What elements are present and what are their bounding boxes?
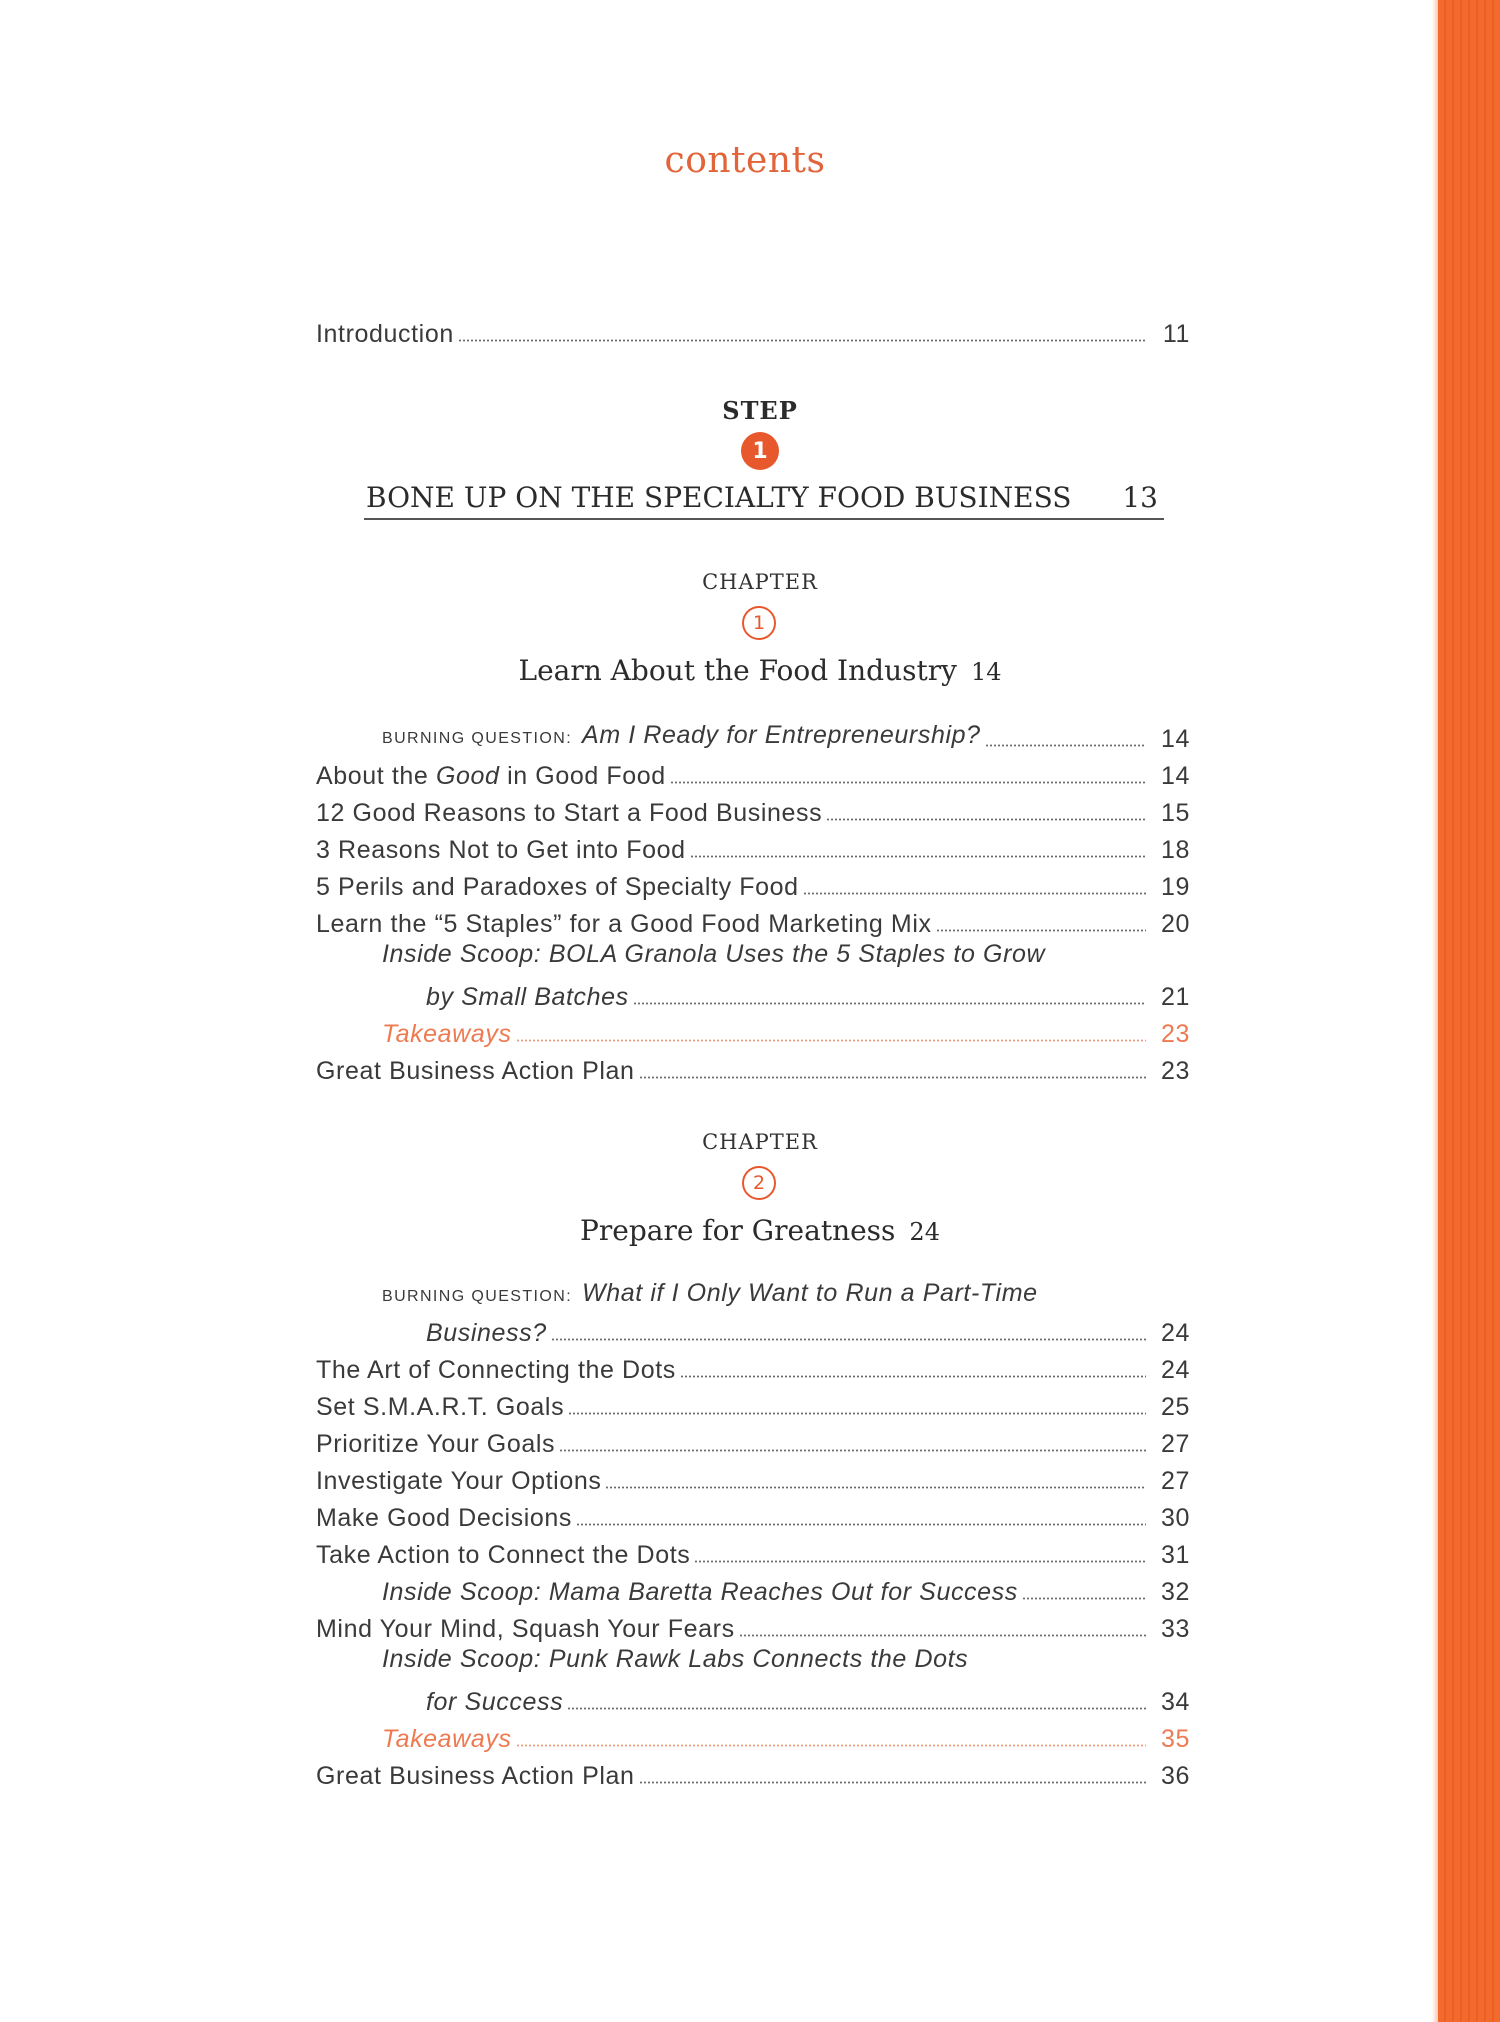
dot-leader (639, 1076, 1146, 1079)
toc-entry-page: 24 (1160, 1356, 1190, 1384)
burning-question-line[interactable] (382, 1278, 1038, 1312)
toc-entry-label: Investigate Your Options (316, 1467, 602, 1495)
toc-entry-label: About the Good in Good Food (316, 762, 666, 790)
toc-entry-page: 21 (1160, 983, 1190, 1011)
inside-scoop-line[interactable]: Inside Scoop: BOLA Granola Uses the 5 Staples to Grow (382, 940, 1046, 968)
toc-entry-page: 23 (1160, 1057, 1190, 1085)
toc-entry-page: 18 (1160, 836, 1190, 864)
chapter-number-badge: 2 (742, 1166, 776, 1200)
toc-entry-introduction[interactable] (316, 311, 1190, 349)
chapter-title-text: Prepare for Greatness (580, 1214, 896, 1247)
dot-leader (516, 1744, 1146, 1747)
burning-question-tag: BURNING QUESTION: (382, 730, 573, 747)
dot-leader (458, 339, 1146, 342)
dot-leader (633, 1002, 1146, 1005)
toc-entry-action-plan[interactable] (316, 1048, 1190, 1086)
toc-entry-burning-question[interactable] (426, 1310, 1190, 1348)
burning-question-tag: BURNING QUESTION: (382, 1288, 573, 1305)
toc-entry-label: Introduction (316, 320, 454, 348)
toc-entry-label: Takeaways (382, 1020, 512, 1048)
dot-leader (690, 855, 1146, 858)
toc-entry[interactable] (316, 753, 1190, 791)
toc-entry-label: 3 Reasons Not to Get into Food (316, 836, 686, 864)
toc-entry-label: The Art of Connecting the Dots (316, 1356, 676, 1384)
toc-entry-label: Business? (426, 1319, 547, 1347)
dot-leader (551, 1338, 1146, 1341)
dot-leader (559, 1449, 1146, 1452)
toc-entry-label: Prioritize Your Goals (316, 1430, 556, 1458)
step-title-page: 13 (1122, 481, 1158, 514)
dot-leader (670, 781, 1146, 784)
toc-entry-page: 30 (1160, 1504, 1190, 1532)
toc-entry-label: Mind Your Mind, Squash Your Fears (316, 1615, 735, 1643)
toc-entry-label: Great Business Action Plan (316, 1762, 635, 1790)
toc-entry[interactable] (316, 1347, 1190, 1385)
toc-entry-label: Set S.M.A.R.T. Goals (316, 1393, 565, 1421)
dot-leader (516, 1039, 1146, 1042)
toc-entry[interactable] (316, 1421, 1190, 1459)
chapter-label: CHAPTER (702, 570, 818, 594)
dot-leader (568, 1412, 1146, 1415)
dot-leader (985, 744, 1146, 747)
toc-entry-page: 14 (1160, 762, 1190, 790)
toc-entry[interactable] (316, 864, 1190, 902)
burning-question-text: Am I Ready for Entrepreneurship? (582, 721, 981, 749)
toc-entry-page: 19 (1160, 873, 1190, 901)
toc-entry[interactable] (316, 1606, 1190, 1644)
toc-entry[interactable] (316, 827, 1190, 865)
toc-entry-page: 27 (1160, 1430, 1190, 1458)
dot-leader (567, 1707, 1146, 1710)
toc-entry-inside-scoop[interactable] (426, 974, 1190, 1012)
toc-entry-page: 34 (1160, 1688, 1190, 1716)
toc-entry-page: 15 (1160, 799, 1190, 827)
burning-question-text: What if I Only Want to Run a Part-Time (582, 1279, 1038, 1307)
toc-entry-page: 24 (1160, 1319, 1190, 1347)
chapter-title[interactable] (360, 1214, 1160, 1247)
toc-entry-action-plan[interactable] (316, 1753, 1190, 1791)
dot-leader (694, 1560, 1146, 1563)
dot-leader (1022, 1597, 1146, 1600)
dot-leader (639, 1781, 1146, 1784)
chapter-title-page: 24 (909, 1218, 940, 1246)
toc-entry-label: Take Action to Connect the Dots (316, 1541, 691, 1569)
chapter-title-page: 14 (970, 658, 1002, 686)
toc-entry-label: Learn the “5 Staples” for a Good Food Marketing Mix (316, 910, 932, 938)
toc-entry-label: 5 Perils and Paradoxes of Specialty Food (316, 873, 799, 901)
toc-entry-page: 32 (1160, 1578, 1190, 1606)
orange-side-stripe (1438, 0, 1500, 2022)
toc-entry-takeaways[interactable] (382, 1011, 1190, 1049)
dot-leader (936, 929, 1146, 932)
toc-entry-page: 14 (1160, 725, 1190, 753)
toc-entry-page: 20 (1160, 910, 1190, 938)
chapter-title[interactable] (360, 654, 1160, 687)
toc-entry-takeaways[interactable] (382, 1716, 1190, 1754)
dot-leader (739, 1634, 1146, 1637)
chapter-title-text: Learn About the Food Industry (518, 654, 957, 687)
toc-entry-page: 33 (1160, 1615, 1190, 1643)
chapter-label: CHAPTER (702, 1130, 818, 1154)
toc-entry-burning-question[interactable] (382, 716, 1190, 754)
step-label: STEP (722, 396, 798, 425)
page-title: contents (664, 140, 826, 181)
toc-entry[interactable] (316, 1532, 1190, 1570)
toc-entry[interactable] (316, 1458, 1190, 1496)
step-number-badge: 1 (741, 432, 779, 470)
dot-leader (680, 1375, 1146, 1378)
toc-entry[interactable] (316, 1495, 1190, 1533)
step-title-text: BONE UP ON THE SPECIALTY FOOD BUSINESS (366, 481, 1072, 514)
toc-entry-inside-scoop[interactable] (426, 1679, 1190, 1717)
toc-entry-page: 23 (1160, 1020, 1190, 1048)
toc-entry-label: Great Business Action Plan (316, 1057, 635, 1085)
chapter-number-badge: 1 (742, 606, 776, 640)
toc-entry[interactable] (316, 1384, 1190, 1422)
toc-entry[interactable] (316, 790, 1190, 828)
dot-leader (605, 1486, 1146, 1489)
toc-entry-page: 31 (1160, 1541, 1190, 1569)
toc-entry-label: for Success (426, 1688, 564, 1716)
dot-leader (576, 1523, 1146, 1526)
toc-entry[interactable] (316, 901, 1190, 939)
toc-entry-label: by Small Batches (426, 983, 629, 1011)
toc-entry-label: Make Good Decisions (316, 1504, 572, 1532)
toc-entry-label: Takeaways (382, 1725, 512, 1753)
toc-entry-page: 35 (1160, 1725, 1190, 1753)
toc-entry-page: 36 (1160, 1762, 1190, 1790)
toc-entry-page: 27 (1160, 1467, 1190, 1495)
dot-leader (826, 818, 1146, 821)
step-title[interactable] (364, 482, 1164, 520)
toc-entry-label: Inside Scoop: Mama Baretta Reaches Out for Success (382, 1578, 1018, 1606)
toc-entry-inside-scoop[interactable] (382, 1569, 1190, 1607)
inside-scoop-line[interactable]: Inside Scoop: Punk Rawk Labs Connects the Dots (382, 1645, 969, 1673)
toc-entry-label: 12 Good Reasons to Start a Food Business (316, 799, 823, 827)
dot-leader (803, 892, 1146, 895)
toc-entry-page: 11 (1162, 320, 1190, 348)
toc-entry-page: 25 (1160, 1393, 1190, 1421)
